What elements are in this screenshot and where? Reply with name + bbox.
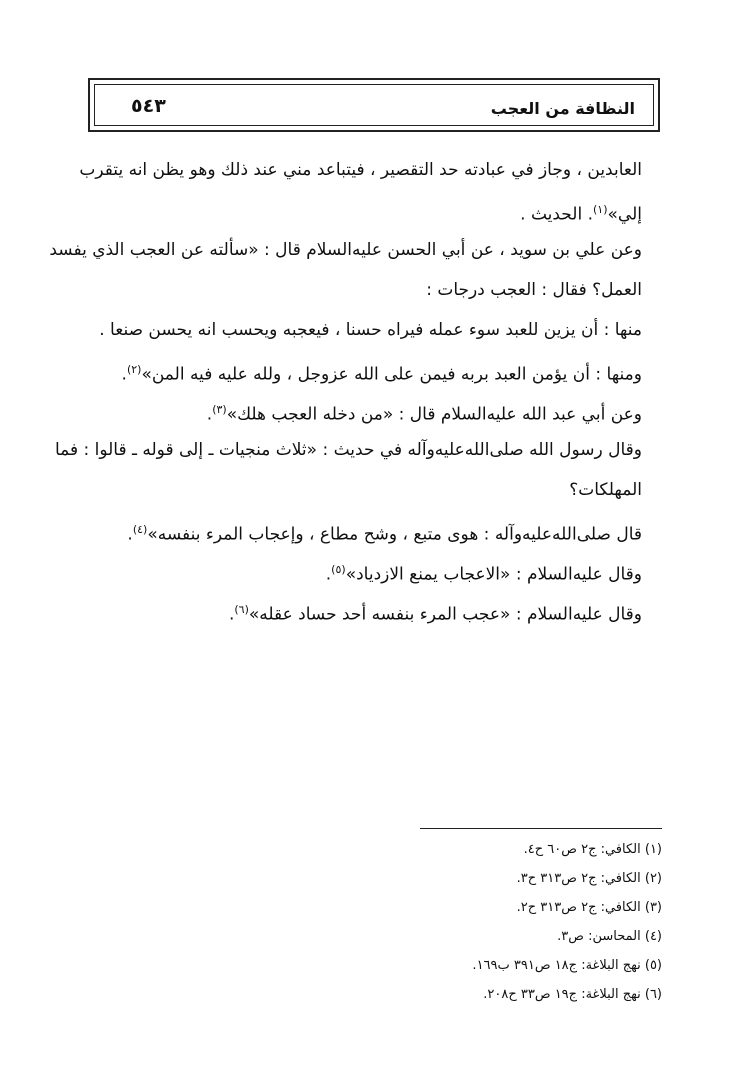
hadith-text: . الحديث . (520, 204, 593, 225)
page-number: ٥٤٣ (131, 95, 166, 117)
footnote-6: (٦) نهج البلاغة: ج١٩ ص٣٣ ح٢٠٨. (483, 987, 662, 1002)
text-line-10 (127, 510, 642, 555)
running-header (88, 78, 660, 132)
footnote-ref-3: (٣) (212, 403, 227, 416)
text-line-1 (79, 150, 642, 190)
text-line-6 (122, 350, 642, 395)
text-line-3-content: وعن علي بن سويد ، عن أبي الحسن عليه‌السلام قال : «سألته عن العجب الذي يفسد (49, 240, 642, 260)
text-line-7 (207, 390, 642, 435)
footnote-4: (٤) المحاسن: ص٣. (557, 929, 662, 944)
text-line-7-content: وعن أبي عبد الله عليه‌السلام قال : «من دخله العجب هلك» (226, 404, 642, 425)
text-line-6-content: ومنها : أن يؤمن العبد بربه فيمن على الله عزوجل ، ولله عليه فيه المن» (141, 364, 642, 385)
footnote-2: (٢) الكافي: ج٢ ص٣١٣ ح٣. (516, 871, 662, 886)
footnote-ref-1: (١) (593, 203, 608, 216)
text-line-1-content: العابدين ، وجاز في عبادته حد التقصير ، فيتباعد مني عند ذلك وهو يظن انه يتقرب (79, 160, 642, 180)
footnote-separator (420, 828, 662, 829)
footnote-ref-5: (٥) (331, 563, 346, 576)
header-inner-border (94, 84, 654, 126)
text-line-2 (520, 190, 642, 235)
text-line-11 (326, 550, 642, 595)
footnote-1: (١) الكافي: ج٢ ص٦٠ ح٤. (523, 842, 662, 857)
text-line-9 (569, 470, 642, 510)
text-line-4-content: العمل؟ فقال : العجب درجات : (426, 280, 642, 300)
footnote-ref-6: (٦) (234, 603, 249, 616)
text-line-11-period: . (325, 564, 332, 585)
quote-end-text: إلي» (607, 204, 642, 225)
running-title: النظافة من العجب (490, 99, 635, 118)
text-line-4 (426, 270, 642, 310)
text-line-8-content: وقال رسول الله صلى‌الله‌عليه‌وآله في حديث : «ثلاث منجيات ـ إلى قوله ـ قالوا : فما (54, 440, 642, 460)
text-line-5 (99, 310, 642, 350)
text-line-5-content: منها : أن يزين للعبد سوء عمله فيراه حسنا ، فيعجبه ويحسب انه يحسن صنعا . (99, 320, 642, 340)
text-line-12-content: وقال عليه‌السلام : «عجب المرء بنفسه أحد حساد عقله» (248, 604, 642, 625)
text-line-6-period: . (121, 364, 127, 385)
text-line-9-content: المهلكات؟ (569, 480, 642, 500)
main-text (49, 150, 642, 625)
footnote-3: (٣) الكافي: ج٢ ص٣١٣ ح٢. (516, 900, 662, 915)
footnote-5: (٥) نهج البلاغة: ج١٨ ص٣٩١ ب١٦٩. (472, 958, 662, 973)
text-line-12 (229, 590, 642, 635)
text-line-12-period: . (228, 604, 235, 625)
text-line-8 (54, 430, 642, 470)
text-line-7-period: . (206, 404, 213, 425)
footnote-ref-2: (٢) (126, 363, 142, 376)
text-line-11-content: وقال عليه‌السلام : «الاعجاب يمنع الازدياد» (345, 564, 642, 585)
text-line-10-period: . (127, 524, 133, 545)
text-line-3 (49, 230, 642, 270)
footnote-ref-4: (٤) (132, 523, 148, 536)
text-line-10-content: قال صلى‌الله‌عليه‌وآله : هوى متبع ، وشح مطاع ، وإعجاب المرء بنفسه» (147, 524, 642, 545)
